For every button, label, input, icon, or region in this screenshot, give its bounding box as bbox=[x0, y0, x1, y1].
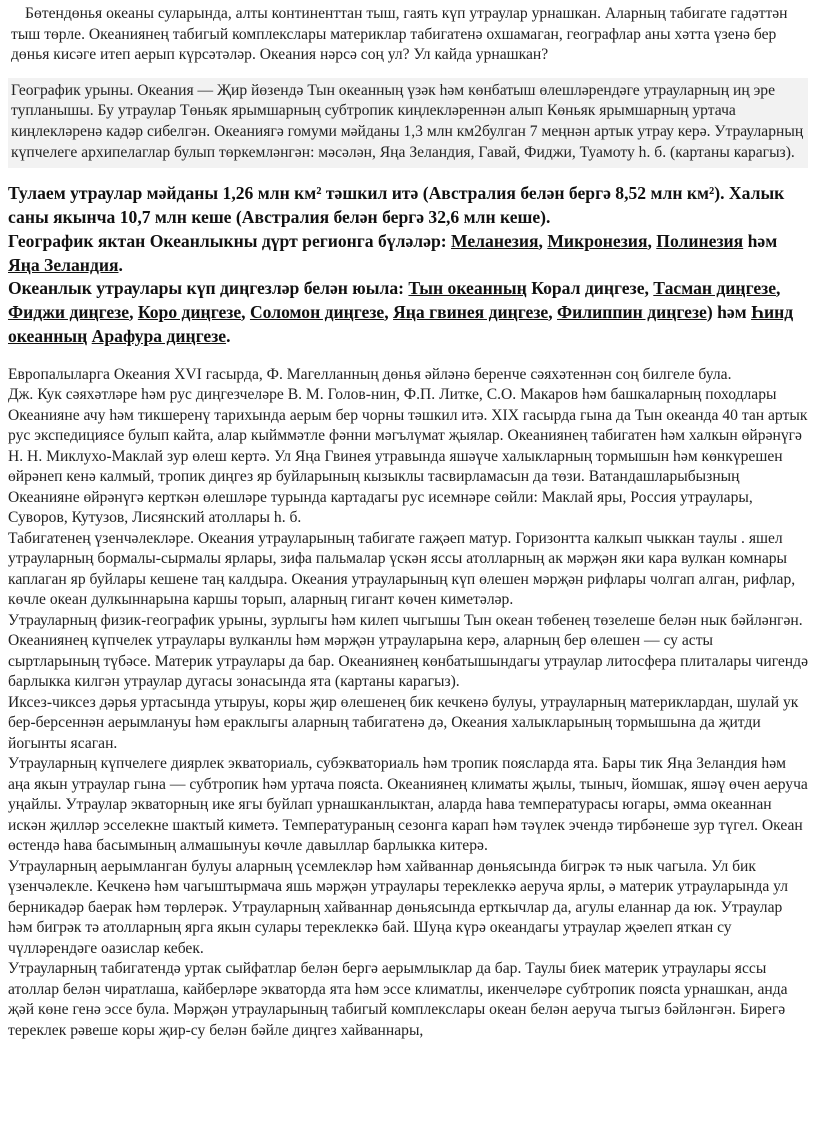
link-koro-sea[interactable]: Коро диңгезе bbox=[137, 302, 242, 323]
period-text: . bbox=[118, 254, 123, 275]
link-tasman-sea[interactable]: Тасман диңгезе bbox=[653, 278, 777, 299]
area-population-text: Тулаем утраулар мәйданы 1,26 млн км² тәшкил итә (Австралия белән бергә 8,52 млн км²). Халык саны якынча 10,7 млн кеше (Австралия белән бергә 32,6 млн кеше). bbox=[8, 183, 785, 227]
paragraph: Утрауларның күпчелеге диярлек экваториаль, субэкваториаль һәм тропик поясларда ята. Бары тик Яңа Зеландия һәм аңа якын утраулар гына — субтропик һәм уртача поясta. Океаниянең климаты җылы, тыныч, йомшак, яшәү өчен аеруча уңайлы. Утраулар экваторның ике ягы буйлап урнашканлыктан, аларда һава температурасы югары, әмма океаннан искән җилләр эсселекне шактый киметә. Температураның сезонга карап һәм тәүлек эчендә тирбәнеше зур түгел. Океан өстендә һава басымының алмашынуы көчле давыллар барлыкка китерә. bbox=[8, 755, 808, 855]
period-text-2: . bbox=[226, 325, 231, 346]
paragraph: Утрауларның аерымланган булуы аларның үсемлекләр һәм хайваннар дөньясында бигрәк тә нык чагыла. Ул бик үзенчәлекле. Кечкенә һәм чагыштырмача яшь мәрҗән утраулары тереклеккә аеруча ярлы, ә материк утрауларында ул берникадәр баерак һәм төрлерәк. Утрауларның хайваннар дөньясында ерткычлар да, агулы еланнар да юк. Утраулар һәм бигрәк тә атолларның ярга якын сулары тереклеккә бай. Шуңа күрә океандагы утраулар җәелеп яткан су чүлләрендәге оазислар кебек. bbox=[8, 857, 789, 957]
main-text bbox=[8, 365, 808, 1042]
link-micronesia[interactable]: Микронезия bbox=[547, 230, 648, 251]
and-text-2: ) һәм bbox=[706, 302, 752, 323]
and-text: һәм bbox=[743, 230, 778, 251]
paragraph: Табигатенең үзенчәлекләре. Океания утрауларының табигате гаҗәеп матур. Горизонтта калкып чыккан таулы . яшел утрауларның бормалы-сырмалы ярлары, зифа пальмалар үскән яссы атолларның ак мәрҗән яки кара вулкан комнары каплаган яр буйлары кешене таң калдыра. Океания утрауларының күп өлешен мәрҗән рифлары чолгап алган, рифлар, көчле океан дулкыннарына каршы торып, аларның гигант көчен киметәләр. bbox=[8, 529, 796, 609]
link-new-guinea-sea[interactable]: Яңа гвинея диңгезе bbox=[393, 302, 549, 323]
paragraph: Дж. Кук сәяхәтләре һәм рус диңгезчеләре В. М. Голов-нин, Ф.П. Литке, С.О. Макаров һәм башкаларның походлары Океанияне ачу һәм тикшеренү тарихында аерым бер чорны тәшкил итә. XIX гасырда гына да Тын океанда 40 тан артык рус экспедициясе булып кайта, алар кыйммәтле фәнни мәгълүмат җыялар. Океаниянең табигатен һәм халкын өйрәнүгә Н. Н. Миклухо-Маклай зур өлеш кертә. Ул Яңа Гвинея утравында яшәүче халыкларның тормышын һәм көнкүрешен өйрәнеп кенә калмый, тропик диңгез яр буйларының кызыклы тасвирламасын да төзи. Ватандашларыбызның Океанияне өйрәнүгә керткән өлешләре турында картадагы рус исемнәре сөйли: Маклай яры, Россия утраулары, Суворов, Кутузов, Лисянский атоллары һ. б. bbox=[8, 386, 808, 527]
summary-block: Тулаем утраулар мәйданы 1,26 млн км² тәшкил итә (Австралия белән бергә 8,52 млн км²). Халык саны якынча 10,7 млн кеше (Австралия белән бергә 32,6 млн кеше). Географик яктан Океанлыкны дүрт регионга бүләләр: Меланезия, Микронезия, Полинезия һәм Яңа Зеландия. Океанлык утраулары күп диңгезләр белән юыла: Тын океанның Корал диңгезе, Тасман диңгезе, Фиджи диңгезе, Коро диңгезе, Соломон диңгезе, Яңа гвинея диңгезе, Филиппин диңгезе) һәм Һинд океанның Арафура диңгезе. bbox=[8, 183, 794, 346]
link-philippine-sea[interactable]: Филиппин диңгезе bbox=[557, 302, 707, 323]
paragraph: Иксез-чиксез дәрья уртасында утыруы, коры җир өлешенең бик кечкенә булуы, утрауларның материклардан, шулай ук бер-берсеннән аерымлануы һәм ераклыгы аларның табигатенә дә, Океания халыкларының тормышына да җитди йогынты ясаган. bbox=[8, 693, 799, 752]
link-arafura-sea[interactable]: Арафура диңгезе bbox=[91, 325, 227, 346]
paragraph: Утрауларның табигатендә уртак сыйфатлар белән бергә аерымлыклар да бар. Таулы биек материк утраулары яссы атоллар белән чиратлаша, кайберләре экваторда ята һәм эссе климатлы, икенчеләре субтропик поясta урнашкан, анда җәй көне генә эссе була. Мәрҗән утрауларының табигый комплекслары океан белән аеруча тыгыз бәйләнгән. Бирегә тереклек рәвеше коры җир-су белән бәйле диңгез хайваннары, bbox=[8, 960, 788, 1039]
paragraph: Европалыларга Океания XVI гасырда, Ф. Магелланның дөнья әйләнә беренче сәяхәтеннән соң билгеле була. bbox=[8, 365, 732, 383]
link-solomon-sea[interactable]: Соломон диңгезе bbox=[249, 302, 385, 323]
link-fiji-sea[interactable]: Фиджи диңгезе bbox=[8, 302, 130, 323]
link-melanesia[interactable]: Меланезия bbox=[451, 230, 539, 251]
link-indian-ocean[interactable]: Һинд океанның bbox=[8, 302, 794, 346]
link-polynesia[interactable]: Полинезия bbox=[656, 230, 744, 251]
link-new-zealand[interactable]: Яңа Зеландия bbox=[8, 254, 119, 275]
regions-lead-text: Географик яктан Океанлыкны дүрт регионга бүләләр: bbox=[8, 230, 451, 251]
geographic-location-box: Географик урыны. Океания — Җир йөзендә Тын океанның үзәк һәм көнбатыш өлешләрендәге утрауларның иң эре тупланышы. Бу утраулар Төньяк ярымшарның субтропик киңлекләреннән алып Көньяк ярымшарның уртача киңлекләренә кадәр сибелгән. Океаниягә гомуми мәйданы 1,3 млн км2булган 7 меңнән артык утрау керә. Утрауларның күпчелеге архипелаглар булып төркемләнгән: мәсәлән, Яңа Зеландия, Гавай, Фиджи, Туамоту һ. б. (картаны карагыз). bbox=[8, 78, 808, 168]
coral-sea-text: Корал диңгезе, bbox=[526, 278, 654, 299]
seas-lead-text: Океанлык утраулары күп диңгезләр белән юыла: bbox=[8, 278, 409, 299]
document-page bbox=[8, 4, 808, 1041]
intro-paragraph: Бөтендөнья океаны суларында, алты континенттан тыш, гаять күп утраулар урнашкан. Аларның табигате гадәттән тыш төрле. Океаниянең табигый комплекслары материклар табигатенә охшамаган, географлар аны хәтта үзенә бер дөнья кисәге итеп аерып күрсәтәләр. Океания нәрсә соң ул? Ул кайда урнашкан? bbox=[11, 5, 788, 64]
link-pacific-ocean[interactable]: Тын океанның bbox=[408, 278, 527, 299]
paragraph: Утрауларның физик-географик урыны, зурлыгы һәм килеп чыгышы Тын океан төбенең төзелеше белән нык бәйләнгән. Океаниянең күпчелек утраулары вулканлы һәм мәрҗән утрауларына керә, аларның бер өлешен — су асты сыртларының түбәсе. Материк утраулары да бар. Океаниянең көнбатышындагы утраулар литосфера плиталары чигендә барлыкка килгән утраулар дугасы зонасында ята (картаны карагыз). bbox=[8, 611, 809, 691]
